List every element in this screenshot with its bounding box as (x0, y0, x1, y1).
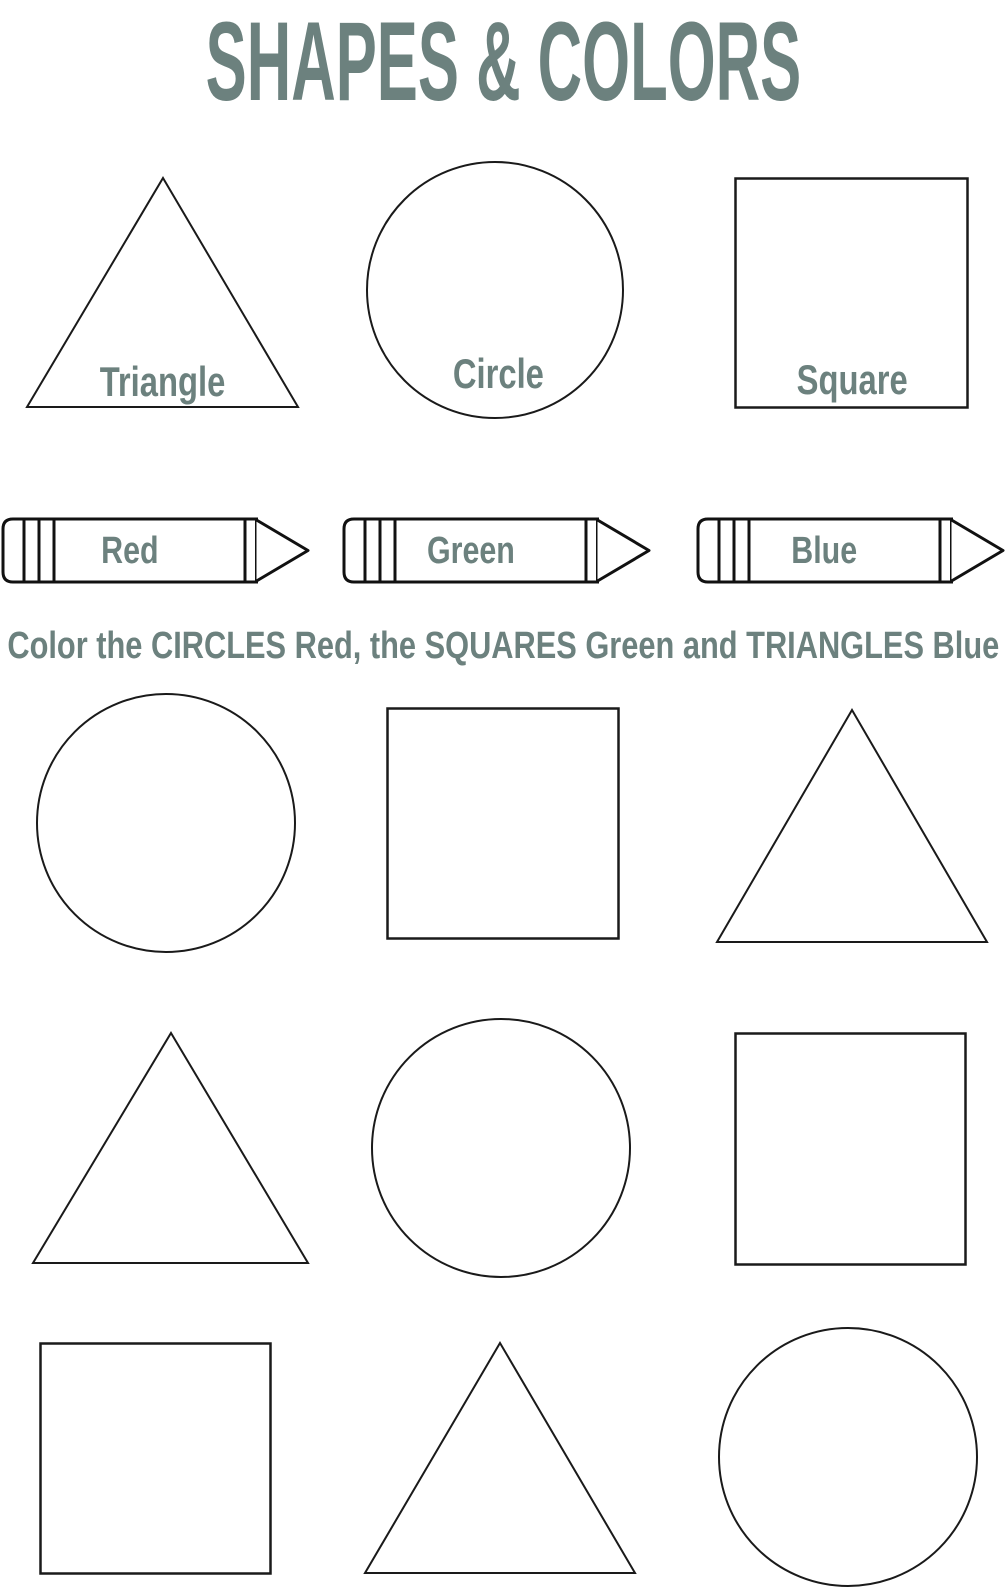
crayon-green-label: Green (426, 529, 515, 572)
crayon-red-label: Red (100, 529, 159, 572)
grid-shape-square-row2[interactable] (734, 1032, 967, 1266)
legend-square-label: Square (796, 356, 908, 403)
grid-shape-triangle-row3[interactable] (363, 1341, 637, 1575)
crayon-green (342, 517, 652, 584)
legend-circle-label: Circle (452, 350, 544, 397)
grid-shape-circle-row1[interactable] (34, 691, 298, 955)
grid-shape-circle-row2[interactable] (370, 1017, 632, 1279)
grid-shape-triangle-row2[interactable] (31, 1031, 310, 1266)
page-title-text: SHAPES & COLORS (205, 0, 802, 124)
crayon-red (1, 517, 311, 584)
crayon-blue-label: Blue (791, 529, 858, 572)
grid-shape-square-row3[interactable] (39, 1342, 272, 1575)
page-title (0, 0, 1007, 124)
grid-shape-square-row1[interactable] (386, 707, 620, 940)
legend-triangle-label: Triangle (100, 358, 226, 405)
grid-shape-triangle-row1[interactable] (715, 708, 989, 944)
crayon-blue (696, 517, 1006, 584)
instruction-text: Color the CIRCLES Red, the SQUARES Green and TRIANGLES Blue (7, 625, 1000, 667)
grid-shape-circle-row3[interactable] (717, 1326, 979, 1588)
